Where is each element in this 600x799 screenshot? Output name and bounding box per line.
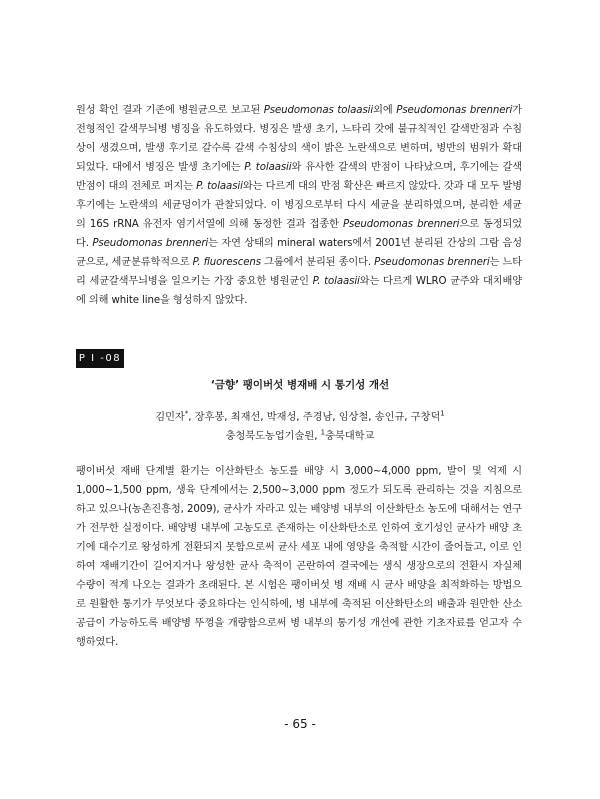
body-paragraph-2 — [76, 462, 522, 652]
text-run: 그룹에서 분리된 종이다. — [260, 257, 375, 268]
affiliation-line — [0, 427, 600, 442]
text-run: 김민자 — [155, 412, 185, 423]
text-run: 충청북도농업기술원, — [225, 431, 321, 442]
text-run: 외에 — [373, 105, 397, 116]
text-run: , 장후봉, 최재선, 박재성, 주경남, 임상철, 송인규, 구창덕 — [188, 412, 441, 423]
italic-term: Pseudomonas tolaasii — [263, 105, 374, 116]
page-number: - 65 - — [284, 717, 316, 731]
article-title: ‘금향’ 팽이버섯 병재배 시 통기성 개선 — [210, 379, 390, 391]
italic-term: P. tolaasii — [312, 276, 360, 287]
italic-term: P. fluorescens — [192, 257, 261, 268]
section-tag: P I -08 — [76, 349, 124, 368]
superscript-mark: 1 — [320, 428, 326, 437]
italic-term: P. tolaasii — [196, 181, 243, 192]
body-paragraph-1 — [76, 101, 522, 310]
text-run: 팽이버섯 재배 단계별 환기는 이산화탄소 농도를 배양 시 3,000~4,000 ppm, 발이 및 억제 시 1,000~1,500 ppm, 생육 단계에서는 2,500~3,000 ppm 정도가 되도록 관리하는 것을 지침으로 하고 있으나(농촌진흥청, 2009), 균사가 자라고 있는 배양병 내부의 이산화탄소 농도에 대해서는 연구가 전무한 실정이다. 배양병 내부에 고농도로 존재하는 이산화탄소로 인하여 호기성인 균사가 배양 초기에 대수기로 왕성하게 전환되지 못함으로써 균사 세포 내에 영양을 축적할 시간이 줄어들고, 이로 인하여 재배기간이 길어지거나 왕성한 균사 축적이 곤란하여 결국에는 생식 생장으로의 전환시 자실체 수량이 적게 나오는 결과가 초래된다. 본 시험은 팽이버섯 병 재배 시 균사 배양을 최적화하는 방법으로 원활한 통기가 무엇보다 중요하다는 인식하에, 병 내부에 축적된 이산화탄소의 배출과 원만한 산소 공급이 가능하도록 배양병 뚜껑을 개량함으로써 병 내부의 통기성 개선에 관한 기초자료를 얻고자 수행하였다. — [76, 466, 522, 648]
text-run: 충북대학교 — [325, 431, 375, 442]
superscript-mark: 1 — [440, 409, 445, 418]
italic-term: Pseudomonas brenneri — [374, 257, 490, 268]
text-run: 와는 다르게 WLRO 균주와 대치배양에 의해 white line을 형성하지 않았다. — [76, 276, 522, 306]
author-list — [0, 408, 600, 423]
italic-term: P. tolaasii — [244, 162, 292, 173]
text-run: 와 유사한 갈색의 반점이 나타났으며, 후기에는 갈색반점이 대의 전체로 퍼지는 — [76, 162, 522, 192]
italic-term: Pseudomonas brenneri — [396, 105, 513, 116]
text-run: 으로 동정되었다. — [76, 219, 522, 249]
text-run: 와는 다르게 대의 반점 확산은 빠르지 않았다. 갓과 대 모두 발병 후기에는 노란색의 세균덩이가 관찰되었다. 이 병징으로부터 다시 세균을 분리하였으며, 분리한 세균의 16S rRNA 유전자 염기서열에 의해 동정한 결과 접종한 — [76, 181, 522, 230]
text-run: 원성 확인 결과 기존에 병원균으로 보고된 — [76, 105, 264, 116]
text-run: 는 자연 상태의 mineral waters에서 2001년 분리된 간상의 그람 음성균으로, 세균분류학적으로 — [76, 238, 523, 268]
italic-term: Pseudomonas brenneri — [342, 219, 460, 230]
italic-term: Pseudomonas brenneri — [92, 238, 209, 249]
text-run: 가 전형적인 갈색무늬병 병징을 유도하였다. 병징은 발생 초기, 느타리 갓에 불규칙적인 갈색반점과 수침상이 생겼으며, 발생 후기로 갈수록 갈색 수침상의 색이 밝은 노란색으로 변하며, 병반의 범위가 확대되었다. 대에서 병징은 발생 초기에는 — [76, 105, 523, 173]
text-run: 는 느타리 세균갈색무늬병을 일으키는 가장 중요한 병원균인 — [76, 257, 522, 287]
superscript-mark: * — [184, 409, 189, 418]
